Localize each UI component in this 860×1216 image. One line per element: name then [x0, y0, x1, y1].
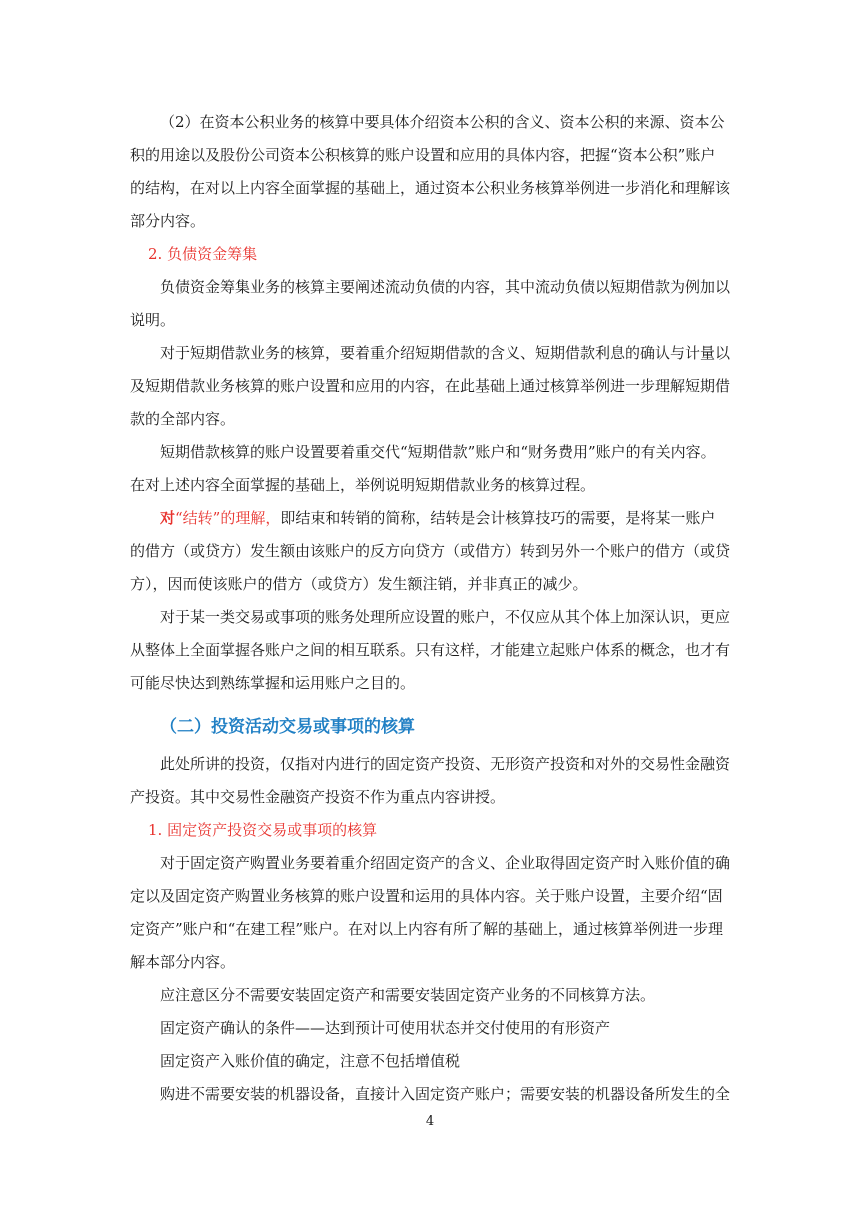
paragraph-loan-accounts: 短期借款核算的账户设置要着重交代“短期借款”账户和“财务费用”账户的有关内容。在对上述内容全面掌握的基础上，举例说明短期借款业务的核算过程。 [130, 443, 716, 494]
heading-debt-financing: 2. 负债资金筹集 [148, 245, 258, 263]
heading-investment-activities: （二）投资活动交易或事项的核算 [160, 717, 415, 737]
carry-forward-lead-a: 对 [160, 509, 176, 527]
paragraph-short-term-loan: 对于短期借款业务的核算，要着重介绍短期借款的含义、短期借款利息的确认与计量以及短期借款业务核算的账户设置和应用的内容，在此基础上通过核算举例进一步理解短期借款的全部内容。 [130, 344, 731, 428]
paragraph-debt-intro: 负债资金筹集业务的核算主要阐述流动负债的内容，其中流动负债以短期借款为例加以说明。 [130, 278, 731, 329]
paragraph-capital-reserve: （2）在资本公积业务的核算中要具体介绍资本公积的含义、资本公积的来源、资本公积的用途以及股份公司资本公积核算的账户设置和应用的具体内容，把握“资本公积”账户的结构，在对以上内容全面掌握的基础上，通过资本公积业务核算举例进一步消化和理解该部分内容。 [130, 113, 731, 230]
paragraph-fixed-asset-purchase: 对于固定资产购置业务要着重介绍固定资产的含义、企业取得固定资产时入账价值的确定以及固定资产购置业务核算的账户设置和运用的具体内容。关于账户设置，主要介绍“固定资产”账户和“在建工程”账户。在对以上内容有所了解的基础上，通过核算举例进一步理解本部分内容。 [130, 854, 731, 971]
paragraph-equipment-purchase: 购进不需要安装的机器设备，直接计入固定资产账户；需要安装的机器设备所发生的全 [160, 1085, 731, 1103]
carry-forward-lead-b: “结转”的理解， [175, 509, 281, 527]
paragraph-recognition-condition: 固定资产确认的条件——达到预计可使用状态并交付使用的有形资产 [160, 1019, 611, 1037]
paragraph-investment-scope: 此处所讲的投资，仅指对内进行的固定资产投资、无形资产投资和对外的交易性金融资产投资。其中交易性金融资产投资不作为重点内容讲授。 [130, 755, 731, 806]
paragraph-carry-forward [130, 502, 730, 601]
paragraph-installation-note: 应注意区分不需要安装固定资产和需要安装固定资产业务的不同核算方法。 [160, 986, 656, 1004]
carry-forward-body: 即结束和转销的简称，结转是会计核算技巧的需要，是将某一账户的借方（或贷方）发生额由该账户的反方向贷方（或借方）转到另外一个账户的借方（或贷方），因而使该账户的借方（或贷方）发生额注销，并非真正的减少。 [130, 509, 731, 593]
paragraph-account-system: 对于某一类交易或事项的账务处理所应设置的账户，不仅应从其个体上加深认识，更应从整体上全面掌握各账户之间的相互联系。只有这样，才能建立起账户体系的概念，也才有可能尽快达到熟练掌握和运用账户之目的。 [130, 608, 731, 692]
heading-fixed-asset-investment: 1. 固定资产投资交易或事项的核算 [148, 821, 378, 839]
page-number: 4 [425, 1114, 435, 1129]
paragraph-entry-value: 固定资产入账价值的确定，注意不包括增值税 [160, 1052, 461, 1070]
